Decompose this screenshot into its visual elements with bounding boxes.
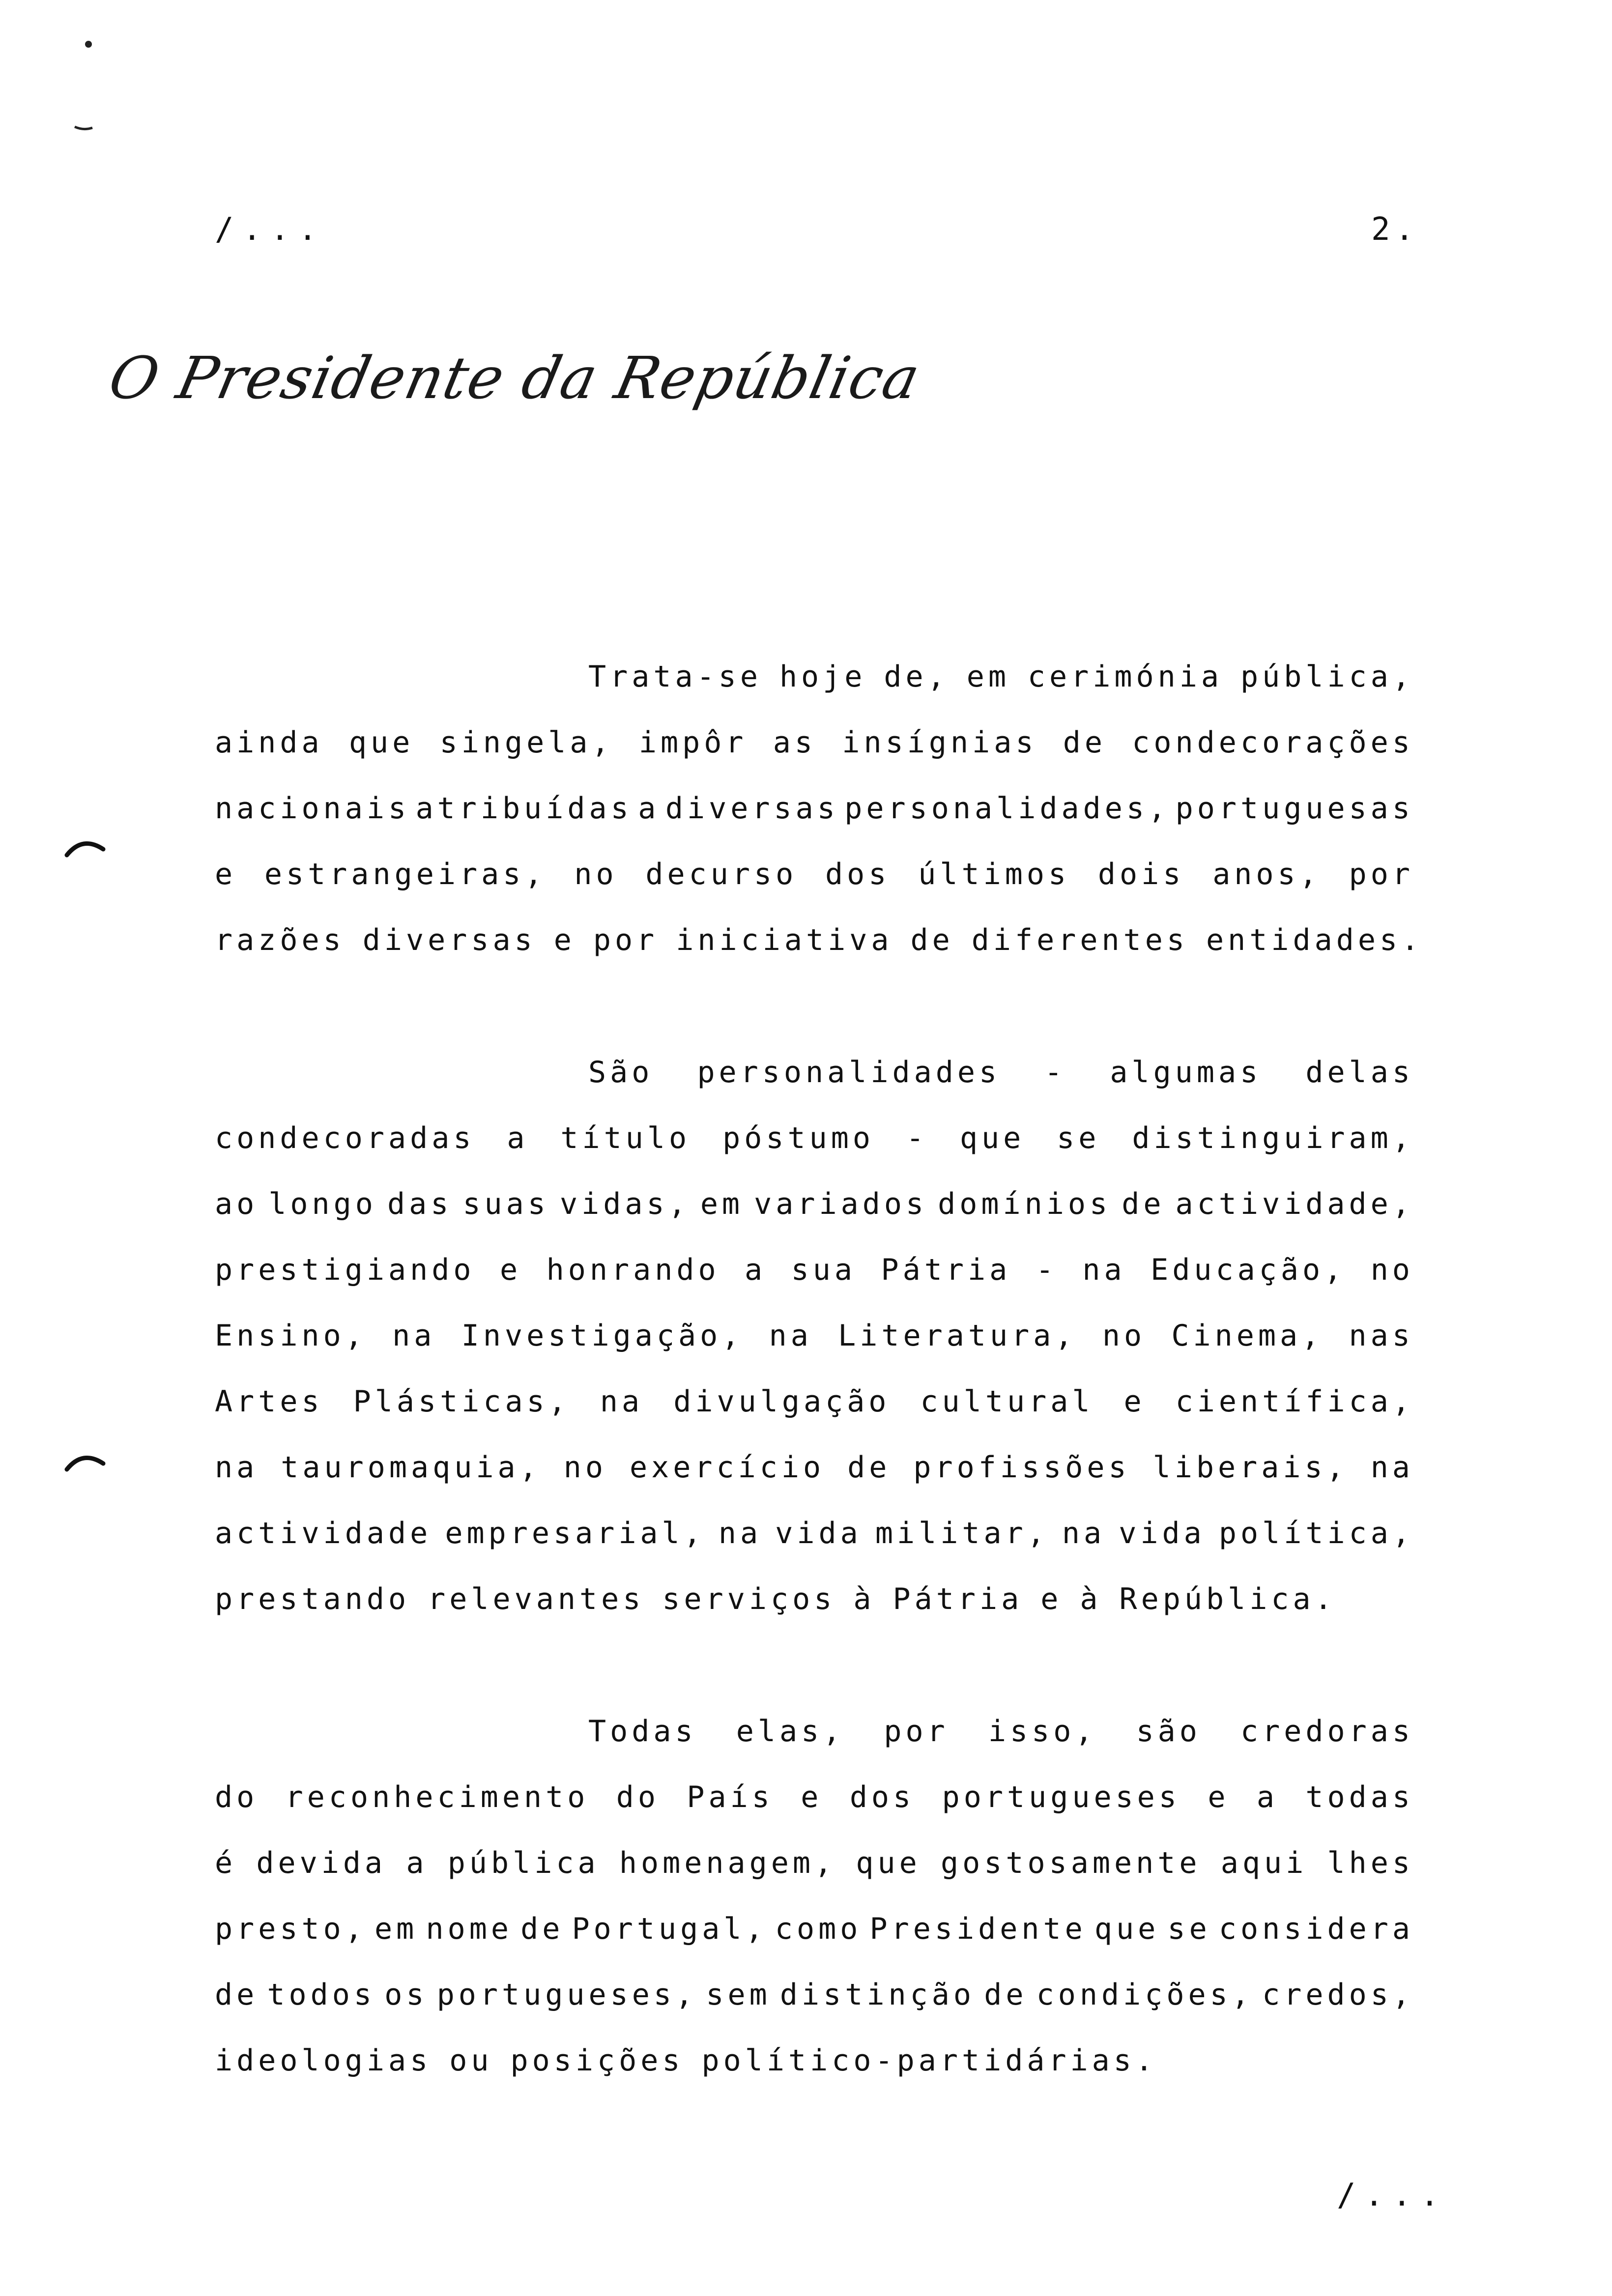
- word: a: [745, 1253, 767, 1287]
- word: variados: [754, 1187, 928, 1221]
- word: os: [384, 1978, 428, 2012]
- word: na: [392, 1319, 436, 1353]
- word: longo: [268, 1187, 377, 1221]
- word: anos,: [1212, 857, 1321, 891]
- word: e: [1208, 1780, 1230, 1814]
- word: Portugal,: [572, 1912, 767, 1946]
- word: todos: [267, 1978, 376, 2012]
- word: título: [560, 1121, 691, 1155]
- text-line: [215, 1962, 1414, 2028]
- word: que: [348, 725, 414, 760]
- word: São: [588, 1055, 654, 1090]
- word: condições,: [1036, 1978, 1253, 2012]
- word: honrando: [546, 1253, 720, 1287]
- word: é: [215, 1846, 237, 1880]
- word: atribuídas: [415, 791, 633, 826]
- word: que: [856, 1846, 921, 1880]
- word: todas: [1305, 1780, 1414, 1814]
- word: ou: [449, 2043, 493, 2078]
- word: e: [1123, 1384, 1146, 1419]
- word: vida: [775, 1516, 862, 1550]
- word: em: [966, 660, 1010, 694]
- word: ideologias: [215, 2043, 432, 2078]
- word: prestando: [215, 1582, 410, 1616]
- word: de,: [884, 660, 949, 694]
- word: Todas: [588, 1714, 697, 1749]
- word: Presidente: [869, 1912, 1087, 1946]
- word: condecoradas: [215, 1121, 475, 1155]
- word: reconhecimento: [285, 1780, 589, 1814]
- word: e: [499, 1253, 522, 1287]
- text-line: [215, 1171, 1414, 1237]
- word: estrangeiras,: [264, 857, 547, 891]
- word: sua: [791, 1253, 857, 1287]
- text-line: [215, 1039, 1414, 1105]
- word: decurso: [645, 857, 798, 891]
- word: e: [553, 923, 576, 957]
- word: -: [906, 1121, 928, 1155]
- word: ainda: [215, 725, 323, 760]
- word: Literatura,: [838, 1319, 1077, 1353]
- word: considera: [1218, 1912, 1414, 1946]
- word: -: [1036, 1253, 1058, 1287]
- letter-body: [215, 644, 1423, 2160]
- word: insígnias: [842, 725, 1037, 760]
- word: lhes: [1327, 1846, 1414, 1880]
- word: de: [1063, 725, 1106, 760]
- word: diferentes: [971, 923, 1188, 957]
- word: na: [600, 1384, 644, 1419]
- word: distinção: [779, 1978, 976, 2012]
- word: e: [215, 857, 237, 891]
- word: últimos: [918, 857, 1070, 891]
- text-line: [215, 1435, 1414, 1500]
- word: ao: [215, 1187, 259, 1221]
- word: por: [884, 1714, 949, 1749]
- word: Educação,: [1151, 1253, 1346, 1287]
- word: hoje: [779, 660, 866, 694]
- text-line: [215, 1303, 1414, 1369]
- word: exercício: [629, 1450, 825, 1485]
- word: relevantes: [428, 1582, 645, 1616]
- word: são: [1136, 1714, 1201, 1749]
- word: liberais,: [1152, 1450, 1348, 1485]
- word: cultural: [920, 1384, 1094, 1419]
- word: das: [387, 1187, 453, 1221]
- word: distinguiram,: [1132, 1121, 1414, 1155]
- word: dois: [1097, 857, 1185, 891]
- text-line: [215, 1698, 1414, 1764]
- word: Pátria: [881, 1253, 1011, 1287]
- word: na: [769, 1319, 812, 1353]
- word: portugueses: [942, 1780, 1180, 1814]
- word: iniciativa: [676, 923, 893, 957]
- word: a: [638, 791, 660, 826]
- word: que: [959, 1121, 1025, 1155]
- word: em: [700, 1187, 744, 1221]
- text-line: [215, 841, 1414, 907]
- word: de: [215, 1978, 259, 2012]
- text-line: [215, 907, 1423, 973]
- word: dos: [849, 1780, 915, 1814]
- word: portuguesas: [1175, 791, 1414, 826]
- word: político-partidárias.: [701, 2043, 1157, 2078]
- word: à: [1080, 1582, 1102, 1616]
- word: de: [520, 1912, 564, 1946]
- page-number: 2.: [1371, 211, 1419, 248]
- word: República.: [1119, 1582, 1336, 1616]
- word: razões: [215, 923, 345, 957]
- word: actividade: [215, 1516, 432, 1550]
- word: empresarial,: [445, 1516, 705, 1550]
- text-line: [215, 1105, 1414, 1171]
- word: serviços: [662, 1582, 836, 1616]
- word: sem: [706, 1978, 771, 2012]
- word: diversas: [362, 923, 536, 957]
- word: pública: [447, 1846, 600, 1880]
- paragraph: [215, 1039, 1414, 1632]
- text-line: [215, 1500, 1414, 1566]
- word: a: [406, 1846, 428, 1880]
- word: Cinema,: [1171, 1319, 1324, 1353]
- word: nome: [426, 1912, 513, 1946]
- word: que: [1094, 1912, 1160, 1946]
- text-line: [215, 1566, 1414, 1632]
- word: País: [687, 1780, 774, 1814]
- word: se: [1167, 1912, 1211, 1946]
- word: na: [718, 1516, 762, 1550]
- word: vidas,: [560, 1187, 690, 1221]
- word: condecorações: [1132, 725, 1414, 760]
- word: -: [1044, 1055, 1066, 1090]
- word: posições: [510, 2043, 684, 2078]
- word: por: [593, 923, 659, 957]
- word: entidades.: [1206, 923, 1423, 957]
- word: aqui: [1220, 1846, 1308, 1880]
- word: de: [847, 1450, 891, 1485]
- word: devida: [256, 1846, 387, 1880]
- word: de: [1122, 1187, 1165, 1221]
- word: se: [1057, 1121, 1100, 1155]
- word: no: [1370, 1253, 1414, 1287]
- word: na: [1082, 1253, 1126, 1287]
- word: à: [853, 1582, 875, 1616]
- word: credoras: [1240, 1714, 1414, 1749]
- word: a: [1256, 1780, 1278, 1814]
- word: Plásticas,: [353, 1384, 570, 1419]
- word: póstumo: [722, 1121, 874, 1155]
- word: prestigiando: [215, 1253, 475, 1287]
- word: presto,: [215, 1912, 367, 1946]
- word: actividade,: [1175, 1187, 1414, 1221]
- word: no: [574, 857, 618, 891]
- word: em: [374, 1912, 418, 1946]
- word: e: [1040, 1582, 1063, 1616]
- word: na: [215, 1450, 259, 1485]
- word: Pátria: [892, 1582, 1023, 1616]
- word: diversas: [665, 791, 839, 826]
- word: de: [910, 923, 954, 957]
- text-line: [215, 1764, 1414, 1830]
- word: na: [1370, 1450, 1414, 1485]
- word: divulgação: [673, 1384, 891, 1419]
- footer-continuation-marker: /...: [1337, 2177, 1448, 2213]
- word: como: [775, 1912, 862, 1946]
- scan-mark-dash: [74, 123, 93, 133]
- word: elas,: [736, 1714, 845, 1749]
- word: personalidades,: [844, 791, 1170, 826]
- word: singela,: [439, 725, 613, 760]
- word: profissões: [913, 1450, 1130, 1485]
- word: delas: [1305, 1055, 1414, 1090]
- word: cerimónia: [1027, 660, 1223, 694]
- word: e: [801, 1780, 823, 1814]
- word: nas: [1349, 1319, 1414, 1353]
- word: no: [1102, 1319, 1146, 1353]
- text-line: [215, 1896, 1414, 1962]
- word: do: [215, 1780, 259, 1814]
- word: impôr: [638, 725, 748, 760]
- word: isso,: [988, 1714, 1097, 1749]
- word: Ensino,: [215, 1319, 367, 1353]
- word: política,: [1218, 1516, 1414, 1550]
- hole-punch-mark-upper: [63, 826, 107, 870]
- word: portugueses,: [436, 1978, 697, 2012]
- word: por: [1349, 857, 1414, 891]
- text-line: [215, 710, 1414, 775]
- word: do: [616, 1780, 660, 1814]
- word: a: [507, 1121, 529, 1155]
- scan-mark-dot: [81, 37, 96, 52]
- word: no: [563, 1450, 607, 1485]
- word: científica,: [1175, 1384, 1414, 1419]
- word: domínios: [938, 1187, 1112, 1221]
- text-line: [215, 644, 1414, 710]
- word: tauromaquia,: [281, 1450, 541, 1485]
- word: Investigação,: [461, 1319, 744, 1353]
- word: na: [1062, 1516, 1106, 1550]
- text-line: [215, 775, 1414, 841]
- word: militar,: [875, 1516, 1049, 1550]
- word: credos,: [1262, 1978, 1414, 2012]
- paragraph: [215, 644, 1423, 973]
- word: dos: [825, 857, 891, 891]
- word: suas: [462, 1187, 549, 1221]
- word: Trata-se: [588, 660, 762, 694]
- hole-punch-mark-lower: [63, 1440, 107, 1484]
- word: pública,: [1240, 660, 1414, 694]
- word: homenagem,: [619, 1846, 836, 1880]
- paragraph: [215, 1698, 1414, 2094]
- word: de: [984, 1978, 1028, 2012]
- letterhead-title: O Presidente da República: [103, 344, 926, 412]
- word: algumas: [1110, 1055, 1262, 1090]
- text-line: [215, 2028, 1414, 2094]
- text-line: [215, 1369, 1414, 1435]
- text-line: [215, 1237, 1414, 1303]
- header-continuation-marker: /...: [215, 211, 326, 248]
- text-line: [215, 1830, 1414, 1896]
- word: Artes: [215, 1384, 323, 1419]
- word: personalidades: [697, 1055, 1001, 1090]
- word: nacionais: [215, 791, 410, 826]
- word: as: [773, 725, 817, 760]
- word: gostosamente: [940, 1846, 1201, 1880]
- word: vida: [1119, 1516, 1206, 1550]
